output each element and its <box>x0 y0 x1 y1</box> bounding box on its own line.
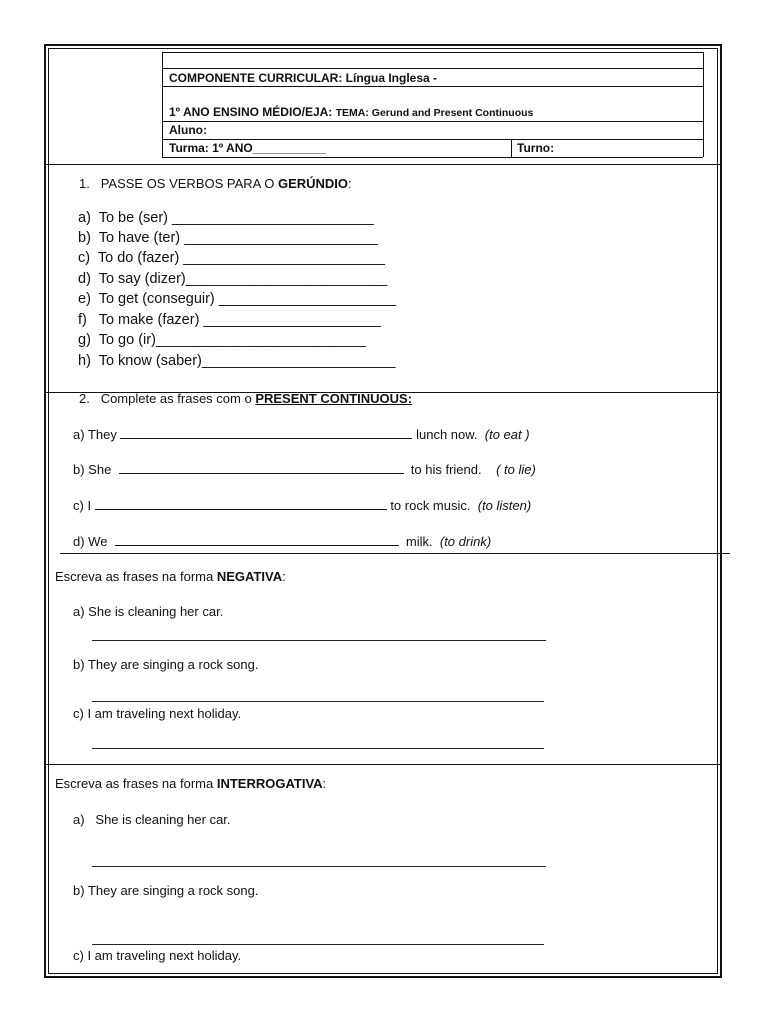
negative-answer-line-a <box>92 640 546 641</box>
turno-divider <box>511 139 512 157</box>
section1-instruction: 1. PASSE OS VERBOS PARA O GERÚNDIO: <box>79 176 352 191</box>
continuous-item-c: c) I to rock music. (to listen) <box>73 498 532 513</box>
gerund-item-b: b) To have (ter) ________________________ <box>78 230 378 246</box>
gerund-item-c: c) To do (fazer) _________________________ <box>78 250 385 266</box>
gerund-item-d: d) To say (dizer)_________________________ <box>78 271 388 287</box>
gerund-item-g: g) To go (ir)__________________________ <box>78 332 366 348</box>
gerund-item-h: h) To know (saber)________________________ <box>78 353 396 369</box>
section2-instruction: 2. Complete as frases com o PRESENT CONTINUOUS: <box>79 391 413 406</box>
interrogative-item-b: b) They are singing a rock song. <box>73 883 259 898</box>
negative-item-b: b) They are singing a rock song. <box>73 657 259 672</box>
negative-answer-line-c <box>92 748 544 749</box>
gerund-item-e: e) To get (conseguir) ______________________ <box>78 291 397 307</box>
interrogative-item-c: c) I am traveling next holiday. <box>73 948 242 963</box>
section4-instruction: Escreva as frases na forma INTERROGATIVA: <box>55 776 327 791</box>
turma-label: Turma: 1º ANO___________ <box>169 141 327 155</box>
turno-label: Turno: <box>517 141 555 155</box>
continuous-item-b: b) She to his friend. ( to lie) <box>73 462 536 477</box>
interrogative-item-a: a) She is cleaning her car. <box>73 812 231 827</box>
negative-item-a: a) She is cleaning her car. <box>73 604 224 619</box>
separator-3 <box>60 553 730 554</box>
gerund-item-f: f) To make (fazer) ______________________ <box>78 312 381 328</box>
negative-answer-line-b <box>92 701 544 702</box>
continuous-item-d: d) We milk. (to drink) <box>73 534 492 549</box>
componente-curricular: COMPONENTE CURRICULAR: Língua Inglesa - <box>169 71 438 85</box>
aluno-label: Aluno: <box>169 123 207 137</box>
interrogative-answer-line-b <box>92 944 544 945</box>
continuous-item-a: a) They lunch now. (to eat ) <box>73 427 530 442</box>
section3-instruction: Escreva as frases na forma NEGATIVA: <box>55 569 286 584</box>
interrogative-answer-line-a <box>92 866 546 867</box>
gerund-item-a: a) To be (ser) _________________________ <box>78 210 374 226</box>
negative-item-c: c) I am traveling next holiday. <box>73 706 242 721</box>
separator-1 <box>46 164 720 165</box>
separator-4 <box>46 764 720 765</box>
ano-tema: 1º ANO ENSINO MÉDIO/EJA: TEMA: Gerund and Present Continuous <box>169 105 534 119</box>
header-divider-right <box>703 52 704 157</box>
